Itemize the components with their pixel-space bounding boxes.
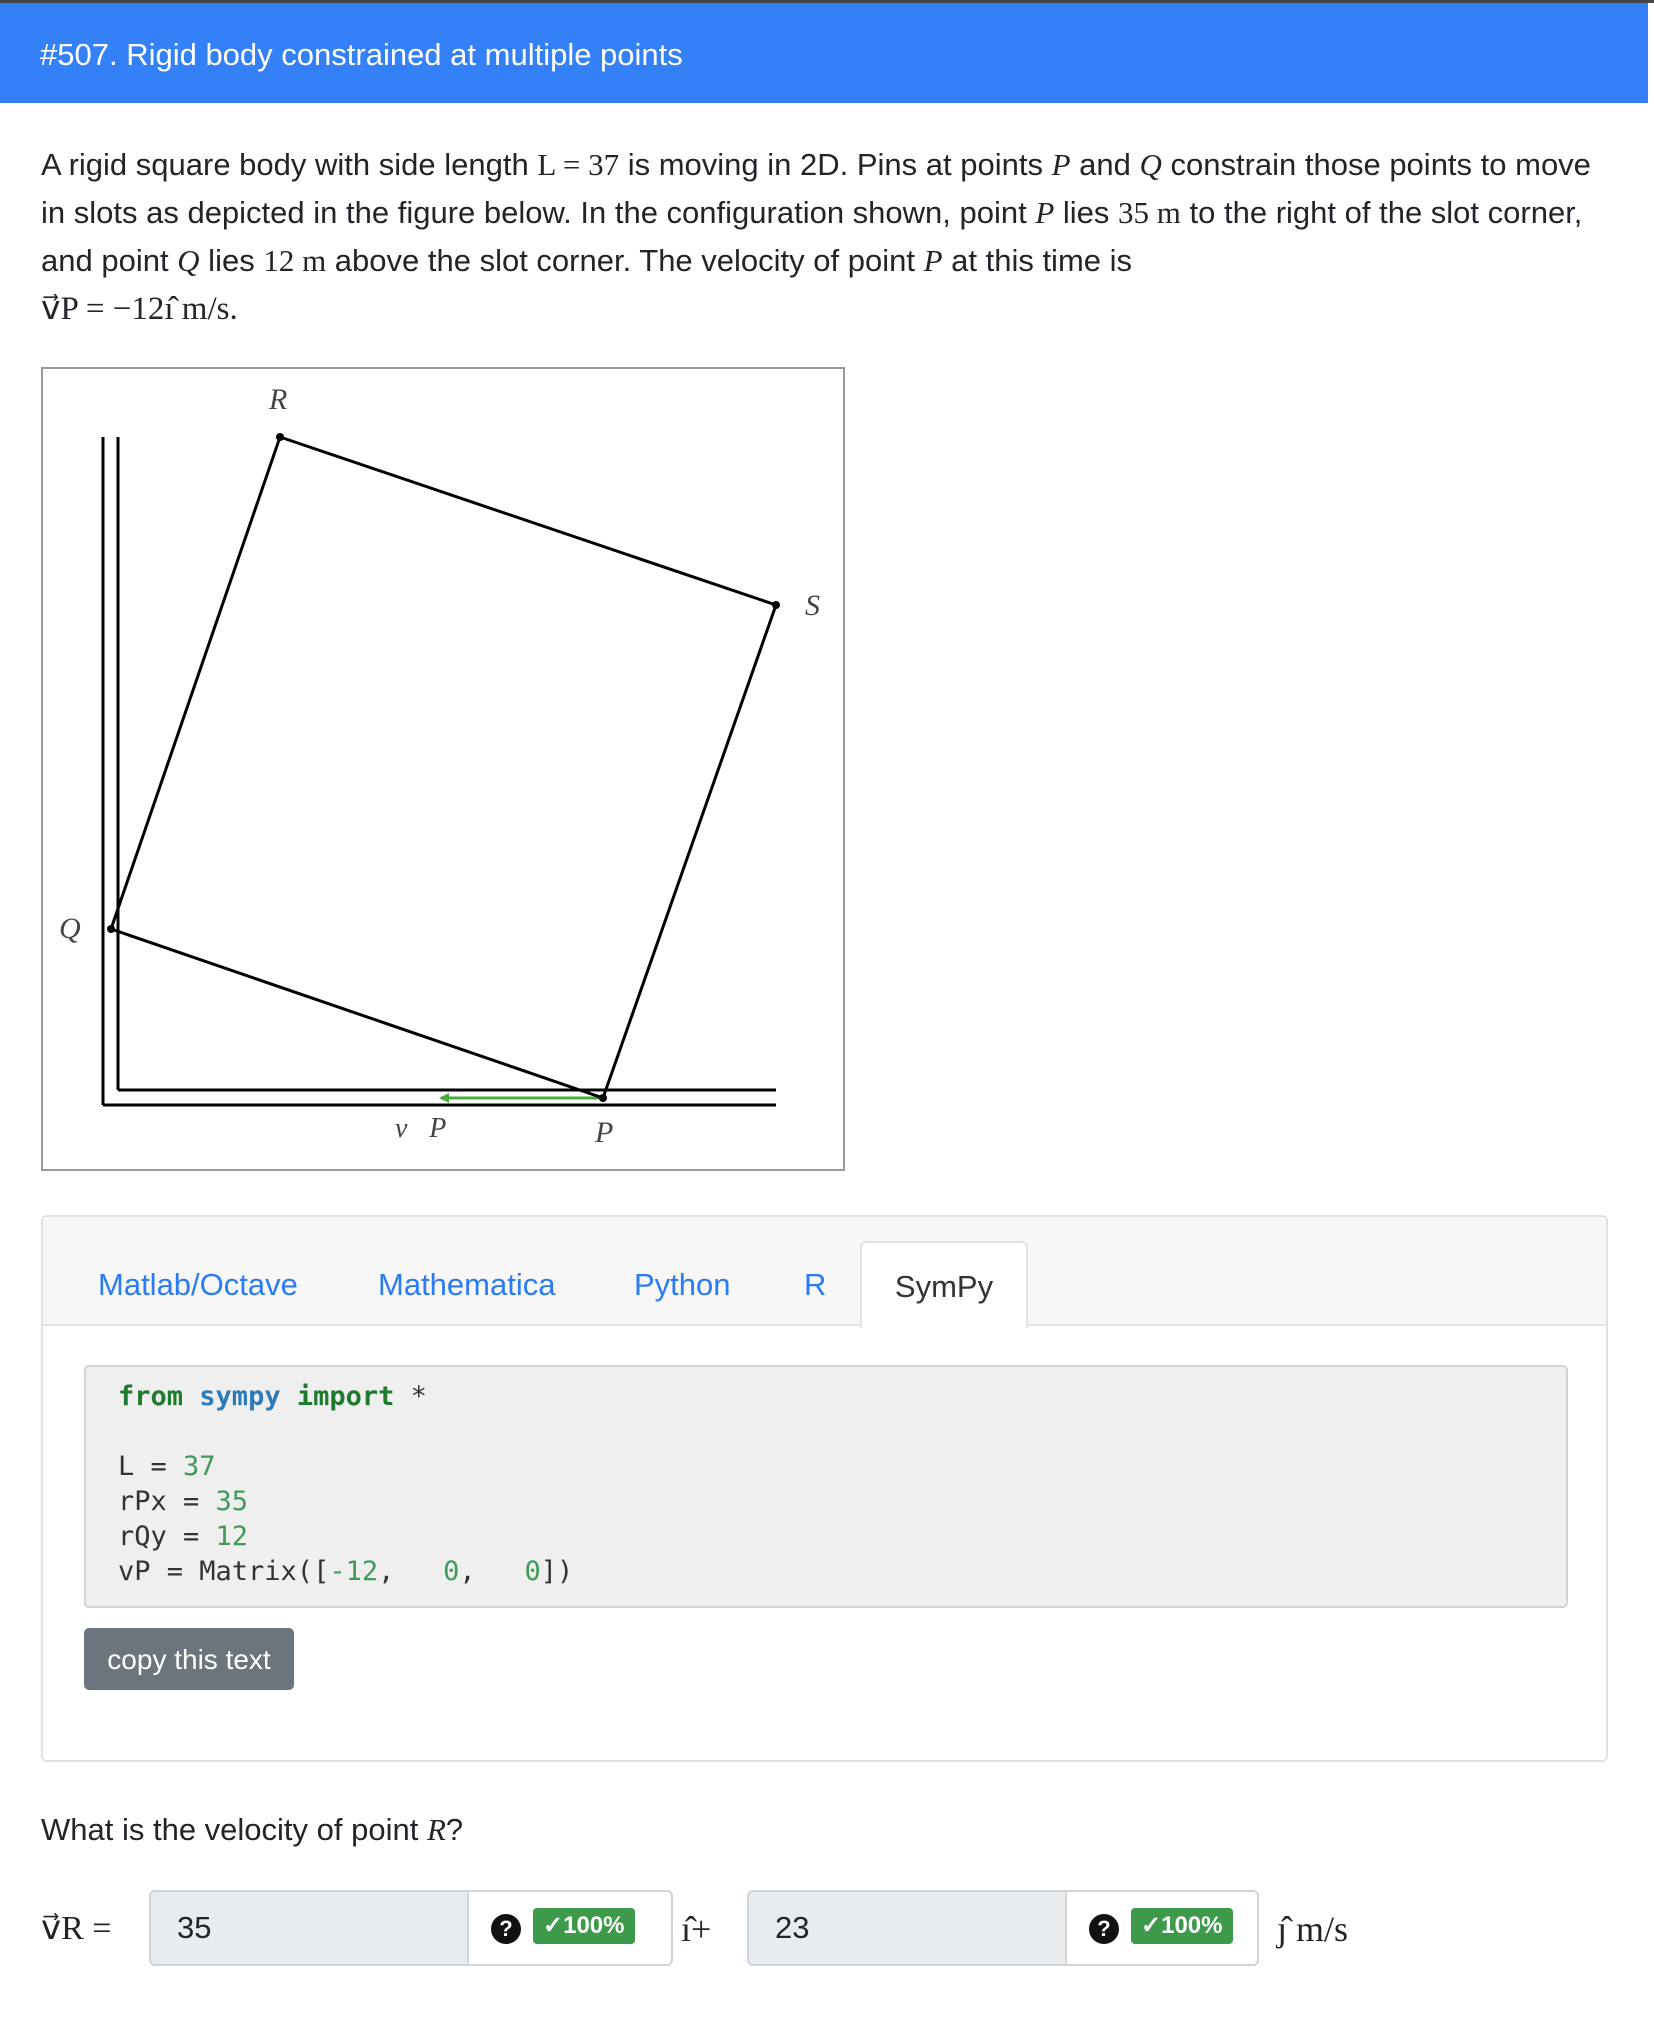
rpx-expr: 35 m — [1118, 195, 1181, 230]
code-var-L: L = — [118, 1451, 184, 1482]
intro-text-9: at this time is — [942, 243, 1133, 278]
code-var-rPx: rPx = — [118, 1486, 216, 1517]
question-title: #507. Rigid body constrained at multiple points — [40, 37, 683, 72]
tab-r[interactable]: R — [804, 1267, 827, 1302]
figure-svg — [43, 369, 843, 1169]
code-val-rQy: 12 — [215, 1521, 249, 1552]
code-sep-1: , — [378, 1556, 444, 1587]
intro-text-6: to the right of the slot corner, and point — [41, 195, 1583, 278]
answer-x-score-badge: ✓100% — [533, 1908, 635, 1944]
label-s: S — [805, 589, 820, 622]
intro-text-5: lies — [1054, 195, 1119, 230]
answer-row — [41, 1890, 1621, 1970]
code-var-rQy: rQy = — [118, 1521, 216, 1552]
answer-x-input[interactable] — [149, 1890, 469, 1966]
intro-text-2: is moving in 2D. Pins at points — [619, 147, 1052, 182]
code-keyword-from: from — [118, 1381, 184, 1412]
answer-y-input[interactable] — [747, 1890, 1067, 1966]
code-blank-line — [118, 1414, 1566, 1449]
help-icon[interactable]: ? — [1089, 1914, 1119, 1944]
code-val-rPx: 35 — [215, 1486, 249, 1517]
answer-label: v⃗R = — [41, 1910, 112, 1947]
tab-matlab-octave[interactable]: Matlab/Octave — [98, 1267, 298, 1302]
i-hat-unit: ı̂+ — [681, 1909, 712, 1949]
code-star: * — [394, 1381, 427, 1412]
label-p: P — [595, 1116, 614, 1149]
question-prompt — [41, 1812, 463, 1848]
code-module: sympy — [199, 1381, 281, 1412]
label-q: Q — [59, 912, 81, 945]
point-p: P — [1051, 147, 1071, 182]
point-q-2: Q — [177, 243, 200, 278]
help-icon[interactable]: ? — [491, 1914, 521, 1944]
j-hat-unit: ȷ̂ m/s — [1277, 1909, 1349, 1949]
point-q-dot — [107, 925, 115, 933]
code-tab-bar — [43, 1217, 1606, 1326]
point-p-3: P — [923, 243, 943, 278]
copy-text-button[interactable]: copy this text — [84, 1628, 294, 1690]
label-vp: v⃗P — [395, 1113, 447, 1144]
code-val-L: 37 — [183, 1451, 216, 1482]
intro-text-7: lies — [199, 243, 264, 278]
point-r-dot — [276, 433, 284, 441]
question-mark: ? — [445, 1812, 464, 1847]
code-line-L — [118, 1449, 1566, 1484]
code-val-vP-z: 0 — [524, 1556, 541, 1587]
point-q: Q — [1139, 147, 1162, 182]
code-close: ]) — [540, 1556, 574, 1587]
problem-statement — [41, 141, 1621, 333]
point-p-2: P — [1035, 195, 1055, 230]
code-keyword-import: import — [296, 1381, 395, 1412]
code-line-rPx — [118, 1484, 1566, 1519]
code-tabs-panel — [41, 1215, 1608, 1762]
intro-text-3: and — [1070, 147, 1140, 182]
code-var-vP: vP = Matrix([ — [118, 1556, 330, 1587]
code-line-vP — [118, 1554, 1566, 1589]
answer-x-addon — [469, 1890, 673, 1966]
point-s-dot — [772, 601, 780, 609]
question-text: What is the velocity of point — [41, 1812, 427, 1847]
question-point-r: R — [426, 1812, 446, 1847]
answer-y-addon — [1067, 1890, 1259, 1966]
code-sep-2: , — [459, 1556, 525, 1587]
code-val-vP-x: -12 — [329, 1556, 379, 1587]
code-line-rQy — [118, 1519, 1566, 1554]
side-length-expr: L = 37 — [537, 147, 620, 182]
intro-text-1: A rigid square body with side length — [41, 147, 538, 182]
tab-mathematica[interactable]: Mathematica — [378, 1267, 556, 1302]
velocity-p-expr: v⃗P = −12ı̂ m/s. — [41, 291, 238, 327]
code-val-vP-y: 0 — [443, 1556, 460, 1587]
question-header — [0, 3, 1648, 103]
intro-text-4: constrain those points to move in slots as depicted in the figure below. In the configuration shown, point — [41, 147, 1591, 230]
code-line-import — [118, 1379, 1566, 1414]
tab-python[interactable]: Python — [634, 1267, 731, 1302]
code-block[interactable] — [84, 1365, 1568, 1608]
rqy-expr: 12 m — [263, 243, 327, 278]
point-p-dot — [599, 1094, 607, 1102]
intro-text-8: above the slot corner. The velocity of point — [326, 243, 924, 278]
tab-sympy[interactable]: SymPy — [860, 1241, 1028, 1328]
rigid-body-figure — [41, 367, 845, 1171]
answer-y-score-badge: ✓100% — [1131, 1908, 1233, 1944]
square-body — [111, 437, 776, 1098]
label-r: R — [269, 383, 288, 416]
